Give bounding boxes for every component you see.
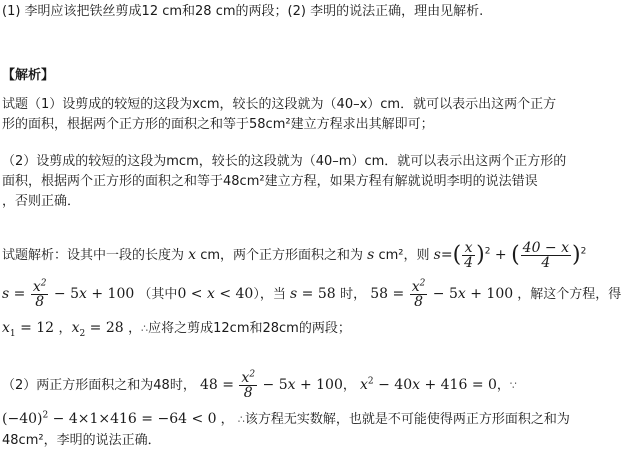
formula-s: s bbox=[433, 247, 441, 263]
part-2-line-2: $(-40)^2 - 4\times 1\times 416 = -64 < 0$ ， ∴该方程无实数解，也就是不可能使得两正方形面积之和为 bbox=[2, 410, 570, 427]
solution-mid-2: cm²，则 bbox=[378, 248, 430, 263]
therefore-icon: ∴ bbox=[141, 322, 149, 335]
analysis-heading: 【解析】 bbox=[2, 68, 55, 83]
frac-x2-over-8-c: $\frac{x^2}{8}$ bbox=[241, 369, 256, 401]
range-close: ），当 bbox=[253, 287, 286, 302]
solve-text: ，解这个方程，得 bbox=[517, 287, 622, 302]
frac-x2-over-8: $\frac{x^2}{8}$ bbox=[32, 278, 47, 310]
solution-intro: 试题解析：设其中一段的长度为 bbox=[2, 248, 185, 263]
hint-2-line-2: 面积，根据两个正方形的面积之和等于48cm²建立方程，如果方程有解就说明李明的说法错误 bbox=[2, 174, 538, 189]
frac-x2-over-8-b: $\frac{x^2}{8}$ bbox=[411, 278, 426, 310]
hint-1-line-1: 试题（1）设剪成的较短的这段为xcm，较长的这段就为（40–x）cm．就可以表示出这两个正方 bbox=[2, 97, 557, 112]
hint-2-line-3: ，否则正确． bbox=[2, 194, 81, 209]
answer-line: (1) 李明应该把铁丝剪成12 cm和28 cm的两段；(2) 李明的说法正确，理由见解析. bbox=[2, 4, 484, 19]
final-line: 48cm²，李明的说法正确． bbox=[2, 433, 161, 448]
part-2-intro: （2）两正方形面积之和为48时， bbox=[2, 378, 196, 393]
var-s: s bbox=[367, 247, 375, 263]
frac-x-over-4: $\frac{x}{4}$ bbox=[464, 240, 474, 271]
solution-line-2: s = $\frac{x^2}{8}$ − 5x + 100 （其中0 < x < 40），当 s = 58 时， 58 = $\frac{x^2}{8}$ − 5x + 100 ，解这个方程，得 bbox=[2, 278, 622, 310]
solution-mid-1: cm，两个正方形面积之和为 bbox=[200, 248, 364, 263]
cut-text: 应将之剪成12cm和28cm的两段； bbox=[148, 321, 351, 336]
therefore-icon: ∵ bbox=[509, 379, 517, 392]
frac-40-minus-x-over-4: $\frac{40 - x}{4}$ bbox=[522, 240, 570, 271]
hint-2-line-1: （2）设剪成的较短的这段为mcm，较长的这段就为（40–m）cm．就可以表示出这两个正方形的 bbox=[2, 154, 567, 169]
solution-line-1: 试题解析：设其中一段的长度为 x cm，两个正方形面积之和为 s cm²，则 s=( $\frac{x}{4}$ )$^2$ + ( $\frac{40 - x}{4}$ )$^2$ bbox=[2, 240, 587, 271]
disc-text: 该方程无实数解，也就是不可能使得两正方形面积之和为 bbox=[244, 412, 570, 427]
range-open: （其中 bbox=[138, 287, 178, 302]
solution-line-3: $x_1 = 12$ ，$x_2 = 28$ ，∴应将之剪成12cm和28cm的两段； bbox=[2, 320, 351, 339]
eq58-text: 时， bbox=[340, 287, 367, 302]
var-x: x bbox=[188, 247, 197, 263]
part-2-line-1: （2）两正方形面积之和为48时， 48 = $\frac{x^2}{8}$ − 5x + 100， $x^2 - 40x + 416 = 0$，∵ bbox=[2, 369, 517, 401]
therefore-icon: ∴ bbox=[237, 413, 245, 426]
hint-1-line-2: 形的面积，根据两个正方形的面积之和等于58cm²建立方程求出其解即可； bbox=[2, 117, 434, 132]
